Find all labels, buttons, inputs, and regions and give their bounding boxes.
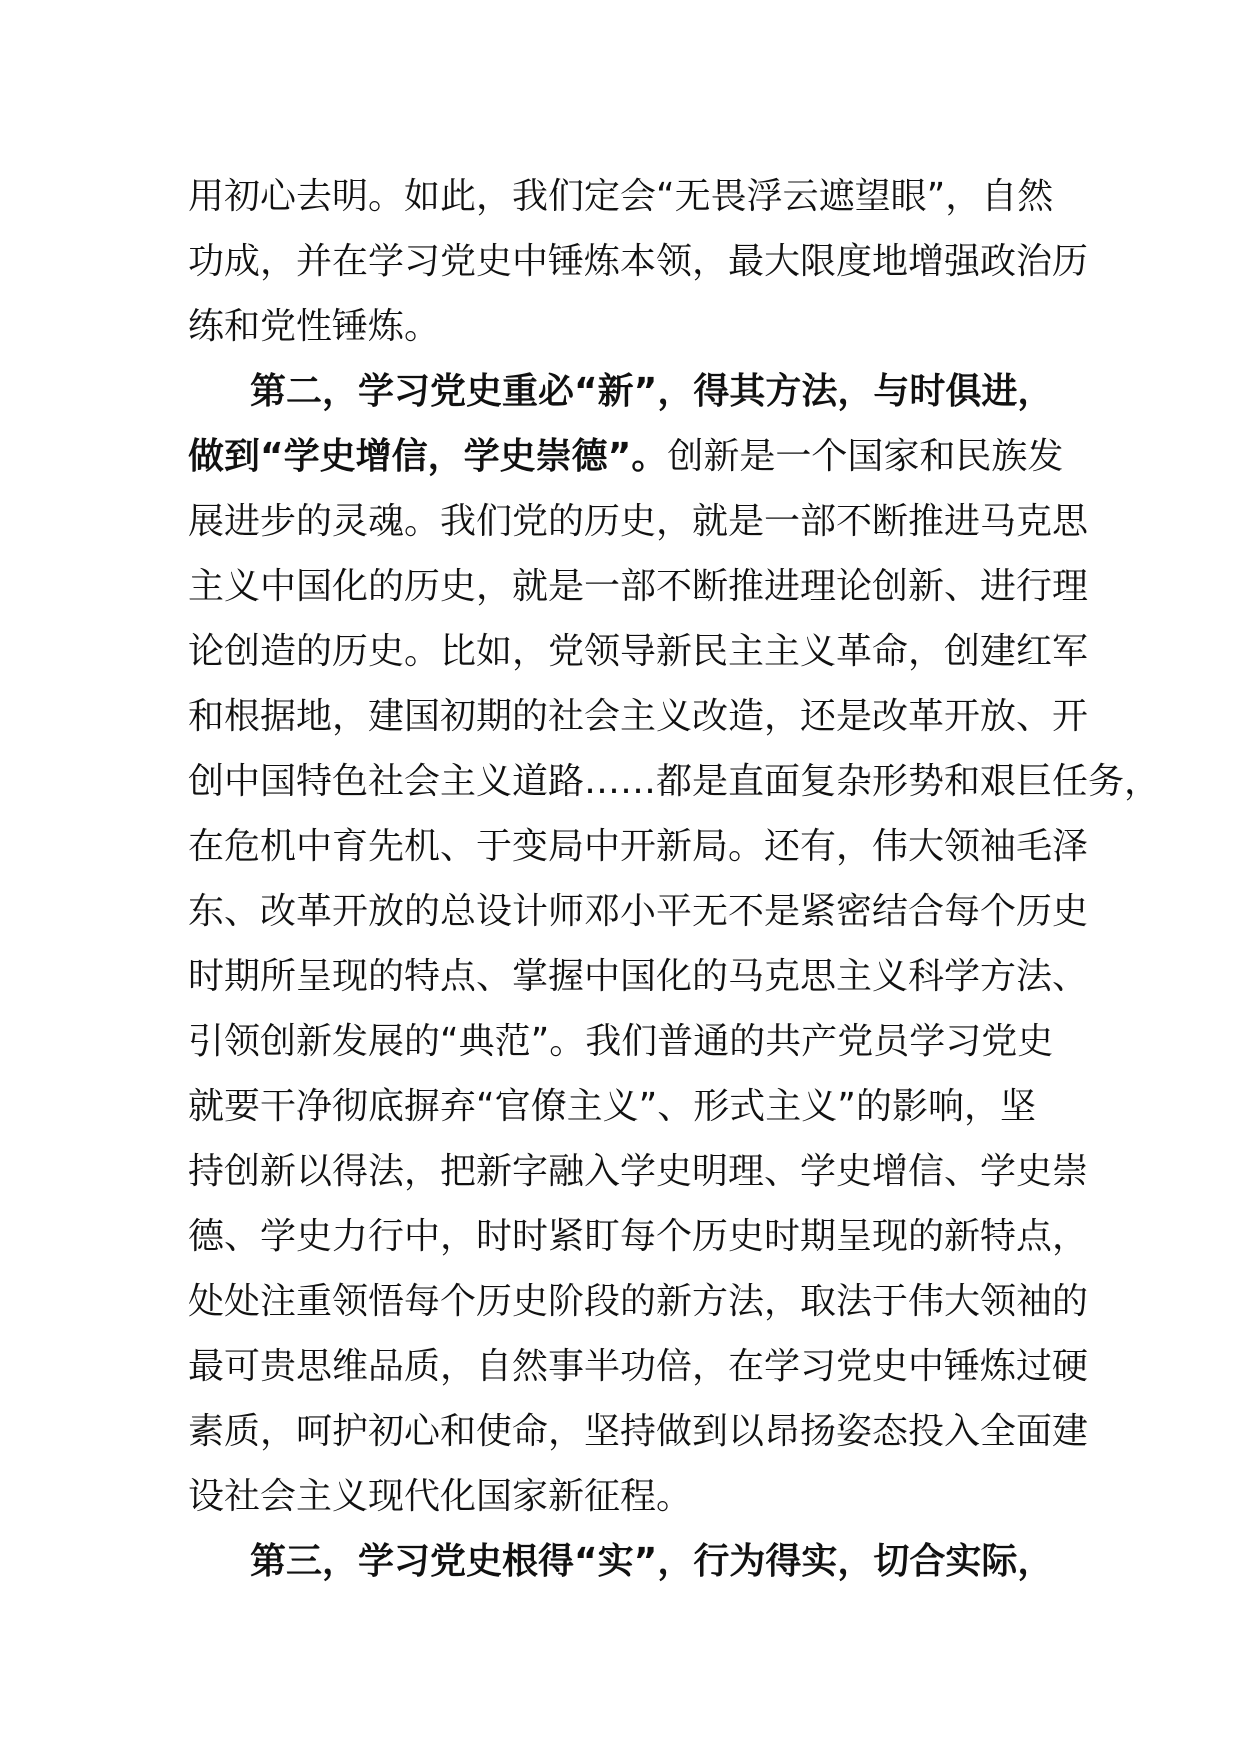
- text-line-16: [188, 1139, 1088, 1204]
- text-line-17: [188, 1204, 1088, 1269]
- line-10-text: 创中国特色社会主义道路……都是直面复杂形势和艰巨任务，: [188, 761, 1161, 802]
- document-page: [188, 164, 1161, 1594]
- line-16-text: 持创新以得法，把新字融入学史明理、学史增信、学史崇: [188, 1151, 1089, 1192]
- text-line-9: [188, 684, 1088, 749]
- text-line-3: [188, 294, 1088, 359]
- line-5-text: 创新是一个国家和民族发: [667, 436, 1064, 477]
- text-line-8: [188, 619, 1088, 684]
- text-line-6: [188, 489, 1088, 554]
- line-1-text: 用初心去明。如此，我们定会“无畏浮云遮望眼”，自然: [188, 176, 1054, 217]
- line-3-text: 练和党性锤炼。: [188, 306, 441, 347]
- text-line-19: [188, 1334, 1088, 1399]
- section-heading-3: [188, 1529, 1088, 1594]
- line-6-text: 展进步的灵魂。我们党的历史，就是一部不断推进马克思: [188, 501, 1089, 542]
- text-line-10: [188, 749, 1161, 814]
- text-line-7: [188, 554, 1088, 619]
- text-line-18: [188, 1269, 1088, 1334]
- line-20-text: 素质，呵护初心和使命，坚持做到以昂扬姿态投入全面建: [188, 1411, 1089, 1452]
- text-line-21: [188, 1464, 1088, 1529]
- text-line-1: [188, 164, 1088, 229]
- heading-2-continuation: 做到“学史增信，学史崇德”。: [188, 436, 668, 477]
- line-12-text: 东、改革开放的总设计师邓小平无不是紧密结合每个历史: [188, 891, 1089, 932]
- line-8-text: 论创造的历史。比如，党领导新民主主义革命，创建红军: [188, 631, 1089, 672]
- line-19-text: 最可贵思维品质，自然事半功倍，在学习党史中锤炼过硬: [188, 1346, 1089, 1387]
- line-21-text: 设社会主义现代化国家新征程。: [188, 1476, 693, 1517]
- line-13-text: 时期所呈现的特点、掌握中国化的马克思主义科学方法、: [188, 956, 1089, 997]
- text-line-11: [188, 814, 1088, 879]
- section-heading-2: [188, 359, 1088, 424]
- text-line-13: [188, 944, 1088, 1009]
- text-line-2: [188, 229, 1088, 294]
- text-line-12: [188, 879, 1088, 944]
- line-7-text: 主义中国化的历史，就是一部不断推进理论创新、进行理: [188, 566, 1089, 607]
- heading-2-text: 第二，学习党史重必“新”，得其方法，与时俱进，: [250, 371, 1054, 412]
- line-15-text: 就要干净彻底摒弃“官僚主义”、形式主义”的影响，坚: [188, 1086, 1036, 1127]
- text-line-5: [188, 424, 1088, 489]
- line-18-text: 处处注重领悟每个历史阶段的新方法，取法于伟大领袖的: [188, 1281, 1089, 1322]
- heading-3-text: 第三，学习党史根得“实”，行为得实，切合实际，: [250, 1541, 1054, 1582]
- text-line-14: [188, 1009, 1088, 1074]
- line-14-text: 引领创新发展的“典范”。我们普通的共产党员学习党史: [188, 1021, 1054, 1062]
- line-17-text: 德、学史力行中，时时紧盯每个历史时期呈现的新特点，: [188, 1216, 1089, 1257]
- line-9-text: 和根据地，建国初期的社会主义改造，还是改革开放、开: [188, 696, 1089, 737]
- text-line-15: [188, 1074, 1088, 1139]
- line-2-text: 功成，并在学习党史中锤炼本领，最大限度地增强政治历: [188, 241, 1089, 282]
- text-line-20: [188, 1399, 1088, 1464]
- line-11-text: 在危机中育先机、于变局中开新局。还有，伟大领袖毛泽: [188, 826, 1089, 867]
